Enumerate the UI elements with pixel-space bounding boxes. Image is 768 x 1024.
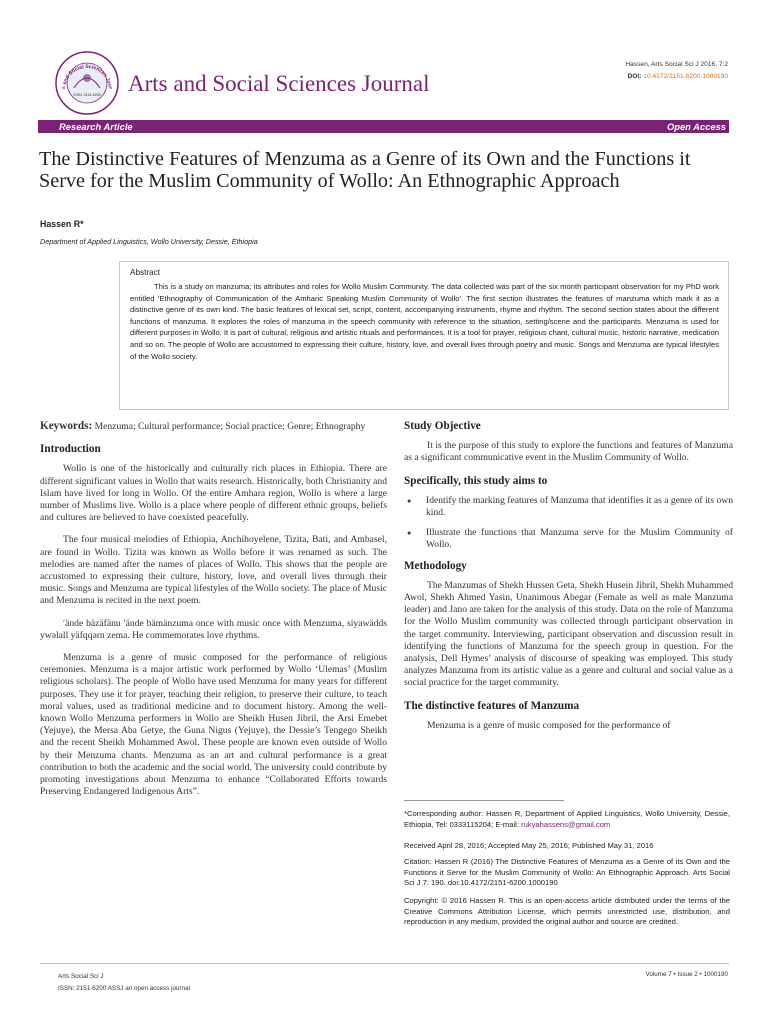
citation-line: Hassen, Arts Social Sci J 2016, 7:2 — [625, 61, 728, 68]
intro-paragraph-3: ʹände bäzäfänu ʹände bämänzuma once with music once with Menzuma, siyawädds ywəlall yäfqqərn zema. He commemorates love rhythms. — [40, 617, 387, 641]
copyright-note: Copyright: © 2016 Hassen R. This is an open-access article distributed under the terms of the Creative Commons Attribution License, which permits unrestricted use, distribution, and reproduction in any medium, provided the original author and source are credited. — [404, 896, 730, 927]
footnote-divider — [404, 800, 564, 801]
citation-note: Citation: Hassen R (2016) The Distinctive Features of Menzuma as a Genre of its Own and the Functions it Serve for the Muslim Community of Wollo: An Ethnographic Approach. Arts Social Sci J 7: 190. doi:10.4172/2151-6200.1000190 — [404, 857, 730, 888]
features-heading: The distinctive features of Manzuma — [404, 699, 580, 712]
article-author: Hassen R* — [40, 219, 84, 229]
author-email-link[interactable]: rukyahassens@gmail.com — [521, 819, 611, 829]
methodology-paragraph: The Manzumas of Shekh Hussen Geta, Shekh Husein Jibril, Shekh Muhammed Awol, Shekh Ahmed Yasin, Unanimous Abegar (Female as well as male Manzuma leader) and Jano are taken for the analysis of this study. Data on the role of Manzuma for the Wollo Muslim community was collected through participant observation in the target community. Interviewing, participant observation and discussion result in identifying the functions of Manzuma for the speech group in question. For the analysis, Dell Hymes’ analysis of discourse of speaking was employed. This study analyzes Manzuma from its artistic value as a genre and cultural and social value as a social practice for the target community. — [404, 579, 733, 689]
intro-paragraph-2: The four musical melodies of Ethiopia, Anchihoyelene, Tizita, Bati, and Ambasel, are found in Wollo. Tizita was known as Wollo before it was renamed as such. The melodies are named after the names of places of Wollo. This shows that the people are accustomed to expressing their culture, history, love, and overall lives through their music. Songs and Menzuma are typical lifestyles of the Wollo society. The place of Music and Menzuma is recited in the next poem. — [40, 534, 387, 607]
footer-journal-info — [58, 971, 190, 994]
article-type-banner — [38, 120, 729, 133]
footer-issn: ISSN: 2151-6200 ASSJ an open access journal — [58, 984, 190, 992]
aims-heading: Specifically, this study aims to — [404, 474, 548, 487]
keywords-text: Menzuma; Cultural performance; Social practice; Genre; Ethnography — [92, 421, 366, 432]
citation-header — [625, 59, 728, 83]
journal-logo — [54, 50, 120, 116]
right-column — [404, 420, 733, 742]
open-access-label: Open Access — [666, 121, 726, 132]
abstract-heading: Abstract — [130, 268, 161, 277]
left-column — [40, 420, 387, 808]
abstract-text: This is a study on manzuma; its attributes and roles for Wollo Muslim Community. The data collected was part of the six month participant observation for my PhD work entitled 'Ethnography of Communication of the Amharic Speaking Muslim Community of Wollo'. The first section illustrates the features of manzuma which mark it as a distinctive genre of its own kind. The basic features of lexical set, script, content, accompanying instruments, rhyme and rhythm. The second section states about the different functions of manzuma. It explores the roles of manzuma in the speech community with reference to the situation, setting/scene and the participants. Menzuma is used for different purposes in Wollo. It is part of cultural, religious and artistic rituals and performances. It is a tool for prayer, religious chant, cultural music, historic narrative, medication and so on. The people of Wollo are accustomed to expressing their culture, history, love, and overall lives through poetry and music. Songs and Menzuma are typical lifestyles of the Wollo society. — [130, 282, 719, 361]
journal-name[interactable]: Arts and Social Sciences Journal — [128, 71, 430, 96]
received-dates: Received April 28, 2016; Accepted May 25, 2016; Published May 31, 2016 — [404, 841, 654, 850]
study-objective-heading: Study Objective — [404, 420, 481, 432]
doi-link[interactable]: 10.4172/2151-6200.1000190 — [643, 73, 728, 80]
corresponding-author-note — [404, 809, 730, 830]
article-type: Research Article — [59, 121, 133, 132]
corresponding-text: *Corresponding author: Hassen R, Department of Applied Linguistics, Wollo University, Dessie, Ethiopia, Tel: 0333115204; E-mail: — [404, 809, 730, 829]
doi-label: DOI: — [627, 73, 642, 80]
intro-paragraph-4: Menzuma is a genre of music composed for the performance of religious ceremonies. Menzuma is a major artistic work performed by Wollo ‘Ulemas’ (Muslim religious scholars). The people of Wollo have used Menzuma for many years for different purposes. They use it for prayer, teaching their religion, to preserve their culture, to teach moral values, used as traditional medicine and to document history. Among the well-known Wollo Menzuma performers in Wollo are Sheikh Husen Jibril, the Arsi Emebet (Yejuye), the Mersa Aba Getye, the Guna Nigus (Yejuye), the Dessie’s Tengego Sheikh and the recent Sheikh Mohammed Awol. These people are known even outside of Wollo by their Menzuma chants. Menzuma as an art and cultural performance is a great contribution to both the academic and the social world. The university could contribute by promoting investigations about Menzuma to enhance “Collaborated Efforts towards Preserving Endangered Indigenous Arts”. — [40, 652, 387, 798]
aims-list — [404, 495, 733, 552]
list-item: ● Identify the marking features of Manzuma that identifies it as a genre of its own kind. — [426, 495, 733, 519]
author-affiliation: Department of Applied Linguistics, Wollo University, Dessie, Ethiopia — [40, 237, 258, 246]
abstract-box — [119, 261, 729, 410]
footer-volume: Volume 7 • Issue 2 • 1000190 — [645, 971, 728, 978]
list-item: ● Illustrate the functions that Manzuma serve for the Muslim Community of Wollo. — [426, 527, 733, 551]
logo-issn: ISSN: 2151-6200 — [73, 93, 101, 97]
introduction-heading: Introduction — [40, 443, 101, 456]
features-paragraph: Menzuma is a genre of music composed for the performance of — [427, 719, 671, 731]
methodology-heading: Methodology — [404, 559, 467, 572]
footer-rule — [40, 963, 729, 964]
keywords — [40, 420, 387, 433]
logo-ring-text: s and Social Sciences Jour — [60, 63, 113, 90]
study-objective-paragraph: It is the purpose of this study to explore the functions and features of Manzuma as a significant communicative event in the Muslim Community of Wollo. — [404, 440, 733, 464]
footer-journal-abbr: Arts Social Sci J — [58, 973, 104, 980]
keywords-label: Keywords: — [40, 420, 93, 432]
article-title: The Distinctive Features of Menzuma as a Genre of its Own and the Functions it Serve for the Muslim Community of Wollo: An Ethnographic Approach — [39, 148, 691, 192]
intro-paragraph-1: Wollo is one of the historically and culturally rich places in Ethiopia. There are different significant values in Wollo that waits research. Historically, both Christianity and Islam have lived for long in Wollo. Of the entire Amhara region, Wollo is where a large number of Muslims live. Wollo is a place where people of different ethnic groups, beliefs and cultures are believed to have coexisted peacefully. — [40, 463, 388, 524]
